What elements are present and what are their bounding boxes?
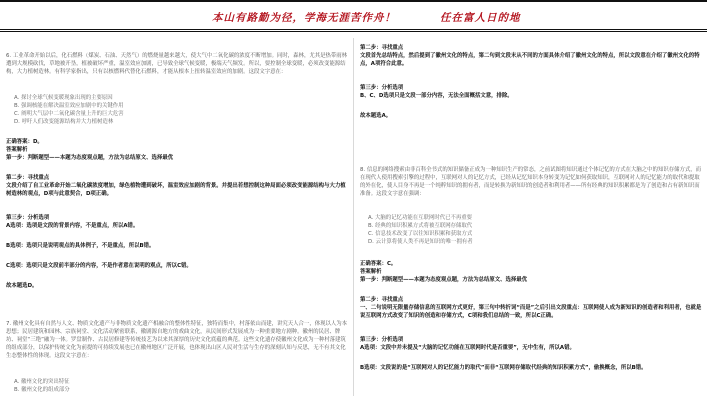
q8-option-b-analysis: B选项：文段说的是“互联网对人的记忆能力的取代”而非“互联网存储取代经典的知识积累方式”，偷换概念，所以B错。 xyxy=(360,365,647,371)
q6-analysis-title: 答案解析 xyxy=(6,147,28,153)
q6-step2-title: 第二步：寻找重点 xyxy=(6,175,50,181)
q6-option-b: B. 强调核能在解决温室效应加剧中的关键作用 xyxy=(14,103,124,109)
question-7-stem: 7. 徽州文化具有自然与人文、物质文化遗产与非物质文化遗产相融合的整体性特征，独特而集中，村落依山而建，讲究天人合一，体现以人为本思想；民居建筑和园林、宗族祠堂、文化活动紧密联系，徽剧源自地方的戏曲文化，从民间形式发展成为一种重要地方剧种。徽州的民居、牌坊、祠堂“三绝”融为一体。罗盘制作、古民居修建等传统技艺为以来其深厚的历史文化底蕴的典范。这些文化遗存使徽州文化成为一种村落建筑的组成部分，以保护传统文化为前提的可持续发展也已在徽州地区广泛开展，也体现出山区人民对生活与生存的深刻认知与反思，无不有其文化生态整体性的体现。这段文字意在： xyxy=(6,321,348,360)
q8-step3-title: 第三步：分析选项 xyxy=(360,337,404,343)
q8-option-a-analysis: A选项：文段中并未提及“大脑的记忆功能在互联网时代是否重要”，无中生有，所以A错。 xyxy=(360,345,575,351)
question-6-stem: 6. 工业革命开始以后，化石燃料（煤炭、石油、天然气）的燃烧量越来越大，使大气中二氧化碳的浓度不断增加。同时，森林，尤其是热带雨林遭到大规模砍伐，草地被开垦，植被破坏严重，温室效应加剧，已导致全球气候变暖，极端天气频发。所以，要控制全球变暖，必须改变能源结构，大力植树造林。有科学家指出，只有以核燃料代替化石燃料，才能从根本上扭转温室效应的加剧。这段文字意在： xyxy=(6,53,348,76)
q8-answer: 正确答案：C。 xyxy=(360,261,397,267)
q8-step1: 第一步：判断题型——本题为态度观点题，方法为总结原文、选择最优 xyxy=(360,277,528,283)
q8-option-c: C. 信息技术改变了以往知识积累和获取方式 xyxy=(368,231,473,237)
q6-option-d: D. 呼吁人们改变能源结构并大力植树造林 xyxy=(14,119,114,125)
q7-conclusion: 故本题选A。 xyxy=(360,113,392,119)
q6-step1: 第一步：判断题型——本题为态度观点题，方法为总结原文、选择最优 xyxy=(6,155,174,161)
q6-option-a: A. 探讨全球气候变暖现象出现的主要原因 xyxy=(14,95,113,101)
question-8-stem: 8. 信息的网络搜索由非百科全书式的知识储备正成为一种知识生产的常态，之前试图将知识通过个体记忆的方式在大脑之中的知识存储方式，而在现代人使用搜索引擎的过程中，互联网对人的记忆方式，已经从记忆知识本身转变为记忆如何获取知识，互联网对人的记忆能力的取代和提取的外在化，使人目身不再是一个纯粹知识的拥有者，而是转换为新知识的创造者和利用者——所有经典的知识积累都是为了创造和占有新知识而准备。这段文字意在强调： xyxy=(360,167,702,198)
q8-option-d: D. 云计算将使人类不再是知识的唯一拥有者 xyxy=(368,239,473,245)
header-banner xyxy=(0,0,707,32)
right-slogan: 任在富人日的地 xyxy=(440,9,521,27)
q6-option-c-analysis: C选项：选项只是文段前半部分的内容，不是作者意在说明的观点，所以C错。 xyxy=(6,263,192,269)
left-slogan: 本山有路勤为径，学海无涯苦作舟！ xyxy=(212,9,396,27)
q7-option-b: B. 徽州文化的组成部分 xyxy=(14,387,70,393)
q6-step3-title: 第三步：分析选项 xyxy=(6,215,50,221)
q8-option-b: B. 经典的知识积累方式将被互联网存储取代 xyxy=(368,223,473,229)
q6-option-c: C. 阐明大气层中二氧化碳含量上升的巨大危害 xyxy=(14,111,124,117)
q8-step2-title: 第二步：寻找重点 xyxy=(360,297,404,303)
q8-option-a: A. 大脑的记忆功能在互联网时代已不再重要 xyxy=(368,215,473,221)
q7-step2: 文段首先总结特点，然后提到了徽州文化的特点，第二句到文段末从不同的方面具体介绍了徽州文化的特点，所以文段意在介绍了徽州文化的特点，A项符合此意。 xyxy=(360,53,700,68)
q6-option-b-analysis: B选项：选项只是说明观点的具体例子，不是重点，所以B错。 xyxy=(6,243,155,249)
q7-option-a: A. 徽州文化的突出特征 xyxy=(14,379,70,385)
q6-conclusion: 故本题选D。 xyxy=(6,283,38,289)
column-divider xyxy=(353,38,354,396)
q7-step2-title: 第二步：寻找重点 xyxy=(360,45,404,51)
q6-answer: 正确答案：D。 xyxy=(6,139,43,145)
q8-step2: 一、二句说明无限量存储信息的互联网方式更好，第三句中转折词“而是”之后引出文段重点：互联网使人成为新知识的创造者和利用者，也就是说互联网方式改变了知识的创造和存储方式，C项和我们总结的一致，所以C正确。 xyxy=(360,305,702,320)
q6-step2: 文段介绍了自工业革命开始二氧化碳浓度增加，绿色植物遭到破坏，温室效应加剧的背景。并提出若想控制这种局面必须改变能源结构与大力植树造林的观点，D项与此意契合，D项正确。 xyxy=(6,183,346,198)
q6-option-a-analysis: A选项：选项是文段的背景内容，不是重点，所以A错。 xyxy=(6,223,139,229)
q7-step3-title: 第三步：分析选项 xyxy=(360,85,404,91)
q7-step3: B、C、D选项只是文段一部分内容，无法全面概括文意，排除。 xyxy=(360,93,513,99)
q8-analysis-title: 答案解析 xyxy=(360,269,382,275)
